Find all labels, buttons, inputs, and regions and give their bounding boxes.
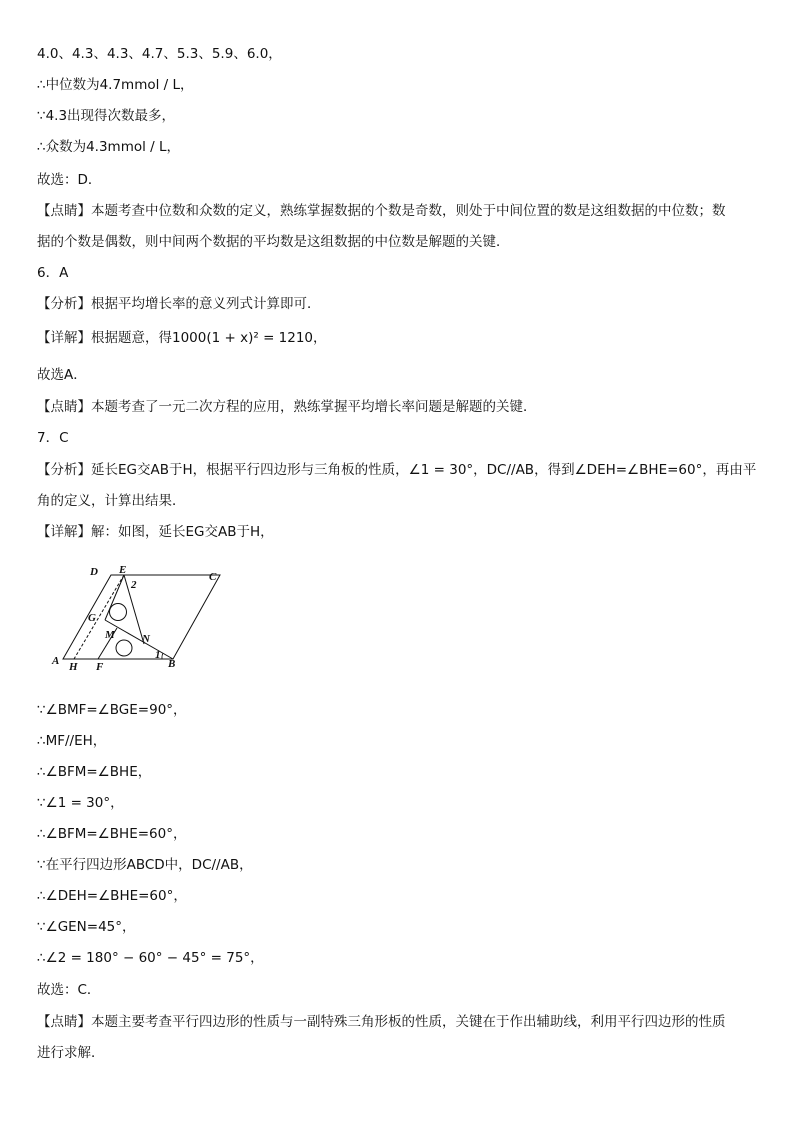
- label-E: E: [119, 564, 127, 576]
- text-line: 进行求解．: [37, 1045, 105, 1061]
- text-line: 据的个数是偶数，则中间两个数据的平均数是这组数据的中位数是解题的关键．: [37, 234, 510, 250]
- text-line: 【分析】延长EG交AB于H，根据平行四边形与三角板的性质，∠1 = 30°，DC//AB，得到∠DEH=∠BHE=60°，再由平: [37, 462, 757, 478]
- label-M: M: [105, 629, 115, 641]
- text-line: 【分析】根据平均增长率的意义列式计算即可．: [37, 296, 321, 312]
- text-line: 【详解】解：如图，延长EG交AB于H，: [37, 524, 274, 540]
- label-C: C: [209, 571, 217, 583]
- label-B: B: [168, 658, 176, 670]
- question-number: 7．C: [37, 430, 69, 446]
- text-line: 故选：D．: [37, 172, 102, 188]
- text-line: ∴∠BFM=∠BHE=60°，: [37, 826, 187, 842]
- text-line: 【点睛】本题考查了一元二次方程的应用，熟练掌握平均增长率问题是解题的关键．: [37, 399, 537, 415]
- text-line: ∴MF//EH，: [37, 733, 107, 749]
- text-line: 故选A．: [37, 367, 87, 383]
- label-H: H: [69, 661, 78, 673]
- text-line: ∴∠DEH=∠BHE=60°，: [37, 888, 187, 904]
- text-line: 【点睛】本题考查中位数和众数的定义，熟练掌握数据的个数是奇数，则处于中间位置的数是这组数据的中位数；数: [37, 203, 726, 219]
- text-line: ∵∠1 = 30°，: [37, 795, 124, 811]
- text-line: ∵在平行四边形ABCD中，DC//AB，: [37, 857, 253, 873]
- text-line: ∴众数为4.3mmol / L，: [37, 139, 181, 155]
- label-1: 1: [155, 649, 161, 661]
- text-line: 【点睛】本题主要考查平行四边形的性质与一副特殊三角形板的性质，关键在于作出辅助线，利用平行四边形的性质: [37, 1014, 726, 1030]
- parallelogram-figure: [50, 562, 222, 674]
- text-line: ∵4.3出现得次数最多，: [37, 108, 176, 124]
- text-line: 角的定义，计算出结果．: [37, 493, 186, 509]
- label-A: A: [52, 655, 60, 667]
- text-line: 4.0、4.3、4.3、4.7、5.3、5.9、6.0，: [37, 46, 282, 62]
- text-line: ∵∠GEN=45°，: [37, 919, 136, 935]
- label-D: D: [90, 566, 98, 578]
- label-N: N: [142, 633, 150, 645]
- text-line: ∵∠BMF=∠BGE=90°，: [37, 702, 187, 718]
- question-number: 6．A: [37, 265, 69, 281]
- text-line: ∴∠BFM=∠BHE，: [37, 764, 152, 780]
- text-line: ∴中位数为4.7mmol / L，: [37, 77, 194, 93]
- label-G: G: [88, 612, 96, 624]
- text-line: 故选：C．: [37, 982, 101, 998]
- label-2: 2: [131, 579, 137, 591]
- label-F: F: [96, 661, 104, 673]
- text-line: 【详解】根据题意，得1000(1 + x)² = 1210，: [37, 330, 327, 346]
- text-line: ∴∠2 = 180° − 60° − 45° = 75°，: [37, 950, 264, 966]
